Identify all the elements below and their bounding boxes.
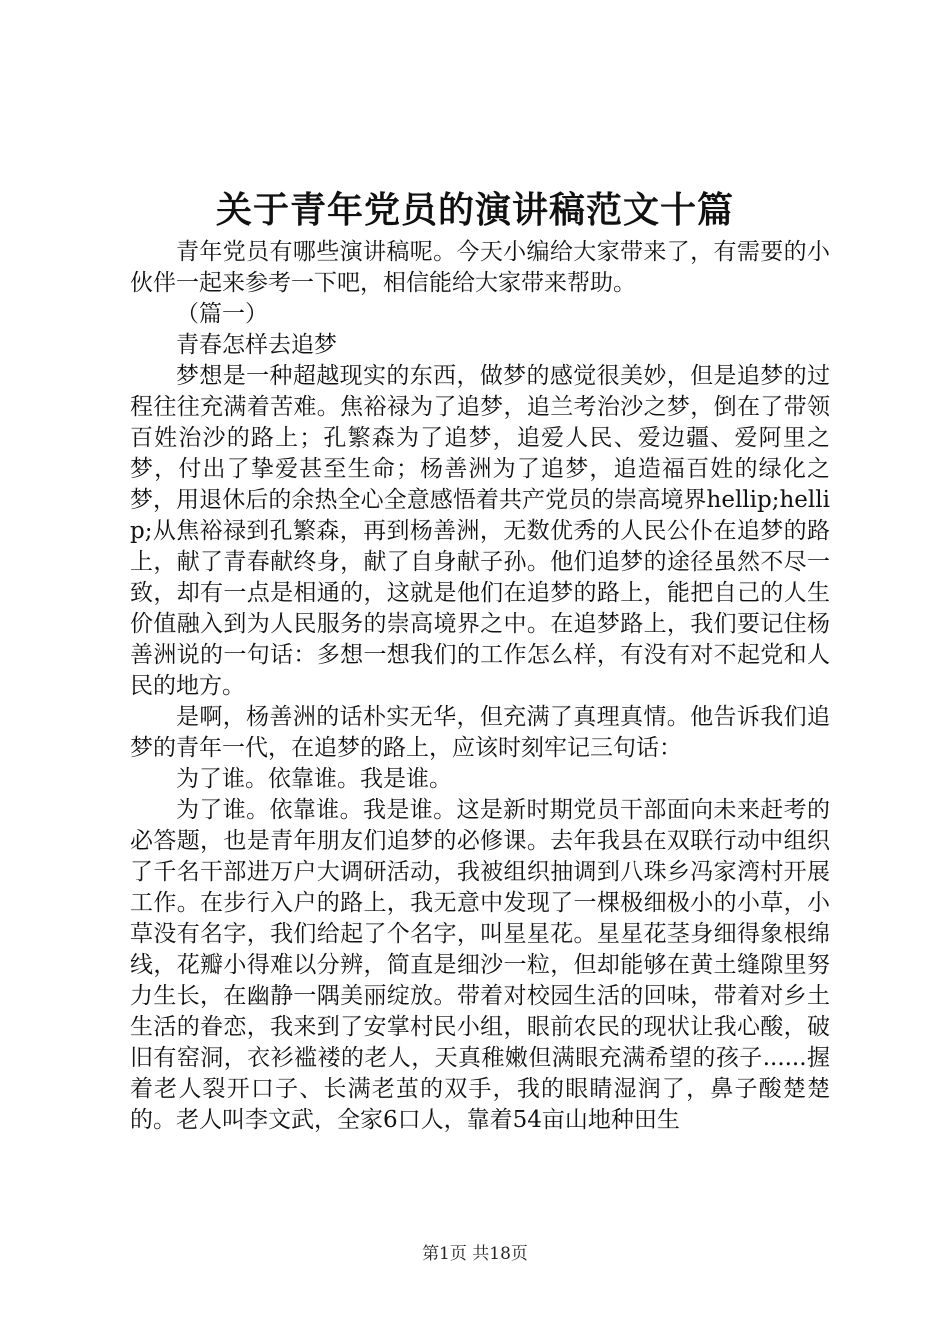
paragraph-section-label: （篇一）: [176, 301, 268, 327]
paragraph-body-4: 为了谁。依靠谁。我是谁。这是新时期党员干部面向未来赶考的必答题，也是青年朋友们追梦的必修课。去年我县在双联行动中组织了千名干部进万户大调研活动，我被组织抽调到八珠乡冯家湾村开展工作。在步行入户的路上，我无意中发现了一棵极细极小的小草，小草没有名字，我们给起了个名字，叫星星花。星星花茎身细得象根绵线，花瓣小得难以分辨，简直是细沙一粒，但却能够在黄土缝隙里努力生长，在幽静一隅美丽绽放。带着对校园生活的回味，带着对乡土生活的眷恋，我来到了安掌村民小组，眼前农民的现状让我心酸，破旧有窑洞，衣衫褴褛的老人，天真稚嫩但满眼充满希望的孩子......握着老人裂开口子、长满老茧的双手，我的眼睛湿润了，鼻子酸楚楚的。老人叫李文武，全家6口人，靠着54亩山地种田生: [130, 797, 830, 1133]
document-title: 关于青年党员的演讲稿范文十篇: [215, 189, 734, 231]
paragraph-body-2: 是啊，杨善洲的话朴实无华，但充满了真理真情。他告诉我们追梦的青年一代，在追梦的路上，应该时刻牢记三句话：: [130, 704, 830, 761]
paragraph-body-1: 梦想是一种超越现实的东西，做梦的感觉很美妙，但是追梦的过程往往充满着苦难。焦裕禄为了追梦，追兰考治沙之梦，倒在了带领百姓治沙的路上；孔繁森为了追梦，追爱人民、爱边疆、爱阿里之梦，付出了挚爱甚至生命；杨善洲为了追梦，追造福百姓的绿化之梦，用退休后的余热全心全意感悟着共产党员的崇高境界hellip;hellip;从焦裕禄到孔繁森，再到杨善洲，无数优秀的人民公仆在追梦的路上，献了青春献终身，献了自身献子孙。他们追梦的途径虽然不尽一致，却有一点是相通的，这就是他们在追梦的路上，能把自己的人生价值融入到为人民服务的崇高境界之中。在追梦路上，我们要记住杨善洲说的一句话：多想一想我们的工作怎么样，有没有对不起党和人民的地方。: [130, 363, 830, 699]
document-body: [130, 237, 830, 1136]
paragraph-intro: 青年党员有哪些演讲稿呢。今天小编给大家带来了，有需要的小伙伴一起来参考一下吧，相信能给大家带来帮助。: [130, 239, 830, 296]
page-footer: 第1页 共18页: [422, 1244, 528, 1264]
paragraph-subtitle: 青春怎样去追梦: [176, 332, 337, 358]
paragraph-body-3: 为了谁。依靠谁。我是谁。: [176, 766, 452, 792]
